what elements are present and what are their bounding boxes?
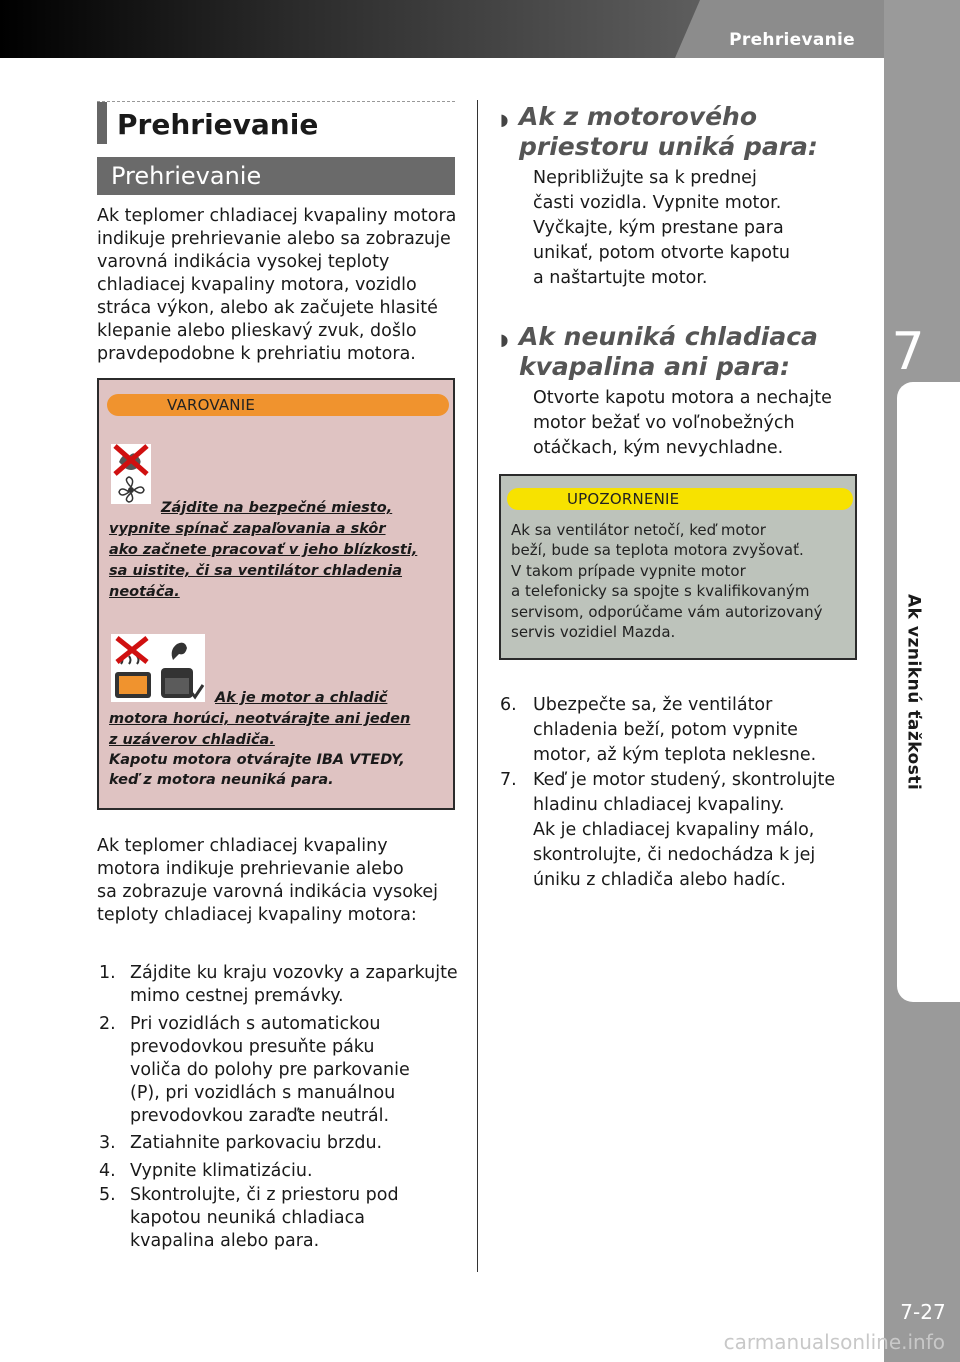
intro-paragraph (97, 205, 456, 366)
fan-hand-prohibited-icon (111, 444, 151, 504)
hot-engine-coolant-icon (111, 634, 205, 702)
step-line: voliča do polohy pre parkovanie (130, 1060, 410, 1080)
chapter-number: 7 (891, 322, 925, 382)
step-line: Pri vozidlách s automatickou (130, 1014, 381, 1034)
no-steam-instructions (533, 386, 832, 461)
heading-line: Ak z motorového (519, 102, 758, 131)
step-number: 4. (99, 1161, 116, 1181)
step-line: kvapalina alebo para. (130, 1231, 320, 1251)
step-line: chladenia beží, potom vypnite (533, 720, 798, 740)
step-line: (P), pri vozidlách s manuálnou (130, 1083, 396, 1103)
warning-text-line: ako začnete pracovať v jeho blízkosti, (109, 542, 418, 558)
warning-text-line: sa uistite, či sa ventilátor chladenia (109, 563, 403, 579)
list-item (500, 693, 816, 768)
step-line: Vypnite klimatizáciu. (130, 1161, 313, 1181)
text-line: a naštartujte motor. (533, 268, 708, 288)
text-line: chladiacej kvapaliny motora, vozidlo (97, 275, 417, 295)
step-line: úniku z chladiča alebo hadíc. (533, 870, 786, 890)
hot-engine-prohibited-icon (115, 638, 151, 698)
sub-heading-text: Prehrievanie (111, 162, 262, 190)
step-line: Zatiahnite parkovaciu brzdu. (130, 1133, 383, 1153)
section-marker: ◗ (500, 110, 509, 129)
text-line: teploty chladiacej kvapaliny motora: (97, 905, 417, 925)
caution-text-line: Ak sa ventilátor netočí, keď motor (511, 521, 766, 539)
caution-text-line: servis vozidiel Mazda. (511, 623, 676, 641)
step-line: motor, až kým teplota neklesne. (533, 745, 817, 765)
warning-text-line: neotáča. (109, 584, 180, 600)
section-marker: ◗ (500, 330, 509, 349)
text-line: Ak teplomer chladiacej kvapaliny (97, 836, 388, 856)
text-line: Otvorte kapotu motora a nechajte (533, 388, 832, 408)
text-line: varovná indikácia vysokej teploty (97, 252, 390, 272)
heading-line: kvapalina ani para: (519, 352, 790, 381)
text-line: klepanie alebo plieskavý zvuk, došlo (97, 321, 417, 341)
step-line: mimo cestnej premávky. (130, 986, 344, 1006)
warning-text-line: Kapotu motora otvárajte IBA VTEDY, (109, 752, 405, 768)
chapter-title: Ak vzniknú ťažkosti (903, 593, 924, 791)
text-line: indikuje prehrievanie alebo sa zobrazuje (97, 229, 451, 249)
section-heading-steam (519, 102, 818, 162)
warning-text-line: Ak je motor a chladič (215, 690, 388, 706)
step-line: Ak je chladiacej kvapaliny málo, (533, 820, 815, 840)
text-line: motor bežať vo voľnobežných (533, 413, 795, 433)
section-heading-no-steam (519, 322, 818, 382)
text-line: Vyčkajte, kým prestane para (533, 218, 784, 238)
warning-text-line: keď z motora neuniká para. (109, 772, 334, 788)
warning-box (97, 378, 455, 810)
page-number: 7-27 (900, 1300, 946, 1324)
heading-bar (97, 102, 107, 144)
text-line: Nepribližujte sa k prednej (533, 168, 757, 188)
warning-text-line: motora horúci, neotvárajte ani jeden (109, 711, 411, 727)
warning-text-line: z uzáverov chladiča. (109, 732, 275, 748)
list-item (99, 1132, 382, 1155)
main-heading-text: Prehrievanie (117, 108, 319, 141)
step-line: Ubezpečte sa, že ventilátor (533, 695, 773, 715)
list-item (99, 1160, 313, 1183)
caution-label: UPOZORNENIE (567, 490, 680, 508)
text-line: pravdepodobne k prehriatiu motora. (97, 344, 416, 364)
column-divider (477, 100, 478, 1272)
list-item (99, 962, 458, 1008)
list-item (99, 1184, 399, 1253)
step-line: kapotou neuniká chladiaca (130, 1208, 365, 1228)
sub-heading (97, 157, 455, 195)
caution-label-pill (507, 488, 853, 510)
caution-text-line: V takom prípade vypnite motor (511, 562, 746, 580)
step-line: hladinu chladiacej kvapaliny. (533, 795, 785, 815)
text-line: sa zobrazuje varovná indikácia vysokej (97, 882, 439, 902)
caution-text-line: beží, bude sa teplota motora zvyšovať. (511, 541, 804, 559)
text-line: Ak teplomer chladiacej kvapaliny motora (97, 206, 457, 226)
text-line: stráca výkon, alebo ak začujete hlasité (97, 298, 438, 318)
caution-text-line: servisom, odporúčame vám autorizovaný (511, 603, 823, 621)
header-title: Prehrievanie (729, 30, 855, 50)
chapter-title-container (897, 382, 930, 1002)
step-number: 1. (99, 963, 116, 983)
step-number: 2. (99, 1014, 116, 1034)
warning-label: VAROVANIE (167, 396, 256, 414)
step-line: Zájdite ku kraju vozovky a zaparkujte (130, 963, 458, 983)
coolant-reservoir-ok-icon (161, 643, 203, 698)
step-line: prevodovkou zaraďte neutrál. (130, 1106, 390, 1126)
caution-box (499, 474, 857, 660)
step-number: 5. (99, 1185, 116, 1205)
step-line: Keď je motor studený, skontrolujte (533, 770, 836, 790)
step-line: prevodovkou presuňte páku (130, 1037, 375, 1057)
caution-text-line: a telefonicky sa spojte s kvalifikovaným (511, 582, 810, 600)
step-line: skontrolujte, či nedochádza k jej (533, 845, 816, 865)
paragraph-2 (97, 835, 438, 927)
warning-label-pill (107, 394, 449, 416)
text-line: otáčkach, kým nevychladne. (533, 438, 784, 458)
step-number: 7. (500, 770, 517, 790)
step-number: 3. (99, 1133, 116, 1153)
warning-text-line: vypnite spínač zapaľovania a skôr (109, 521, 386, 537)
text-line: motora indikuje prehrievanie alebo (97, 859, 404, 879)
watermark: carmanualsonline.info (723, 1330, 945, 1354)
steam-instructions (533, 166, 790, 291)
heading-line: Ak neuniká chladiaca (519, 322, 818, 351)
text-line: unikať, potom otvorte kapotu (533, 243, 790, 263)
list-item (99, 1013, 410, 1128)
main-heading (97, 101, 455, 143)
step-number: 6. (500, 695, 517, 715)
warning-text-line: Zájdite na bezpečné miesto, (161, 500, 393, 516)
list-item (500, 768, 835, 893)
heading-line: priestoru uniká para: (519, 132, 818, 161)
step-line: Skontrolujte, či z priestoru pod (130, 1185, 399, 1205)
text-line: časti vozidla. Vypnite motor. (533, 193, 782, 213)
